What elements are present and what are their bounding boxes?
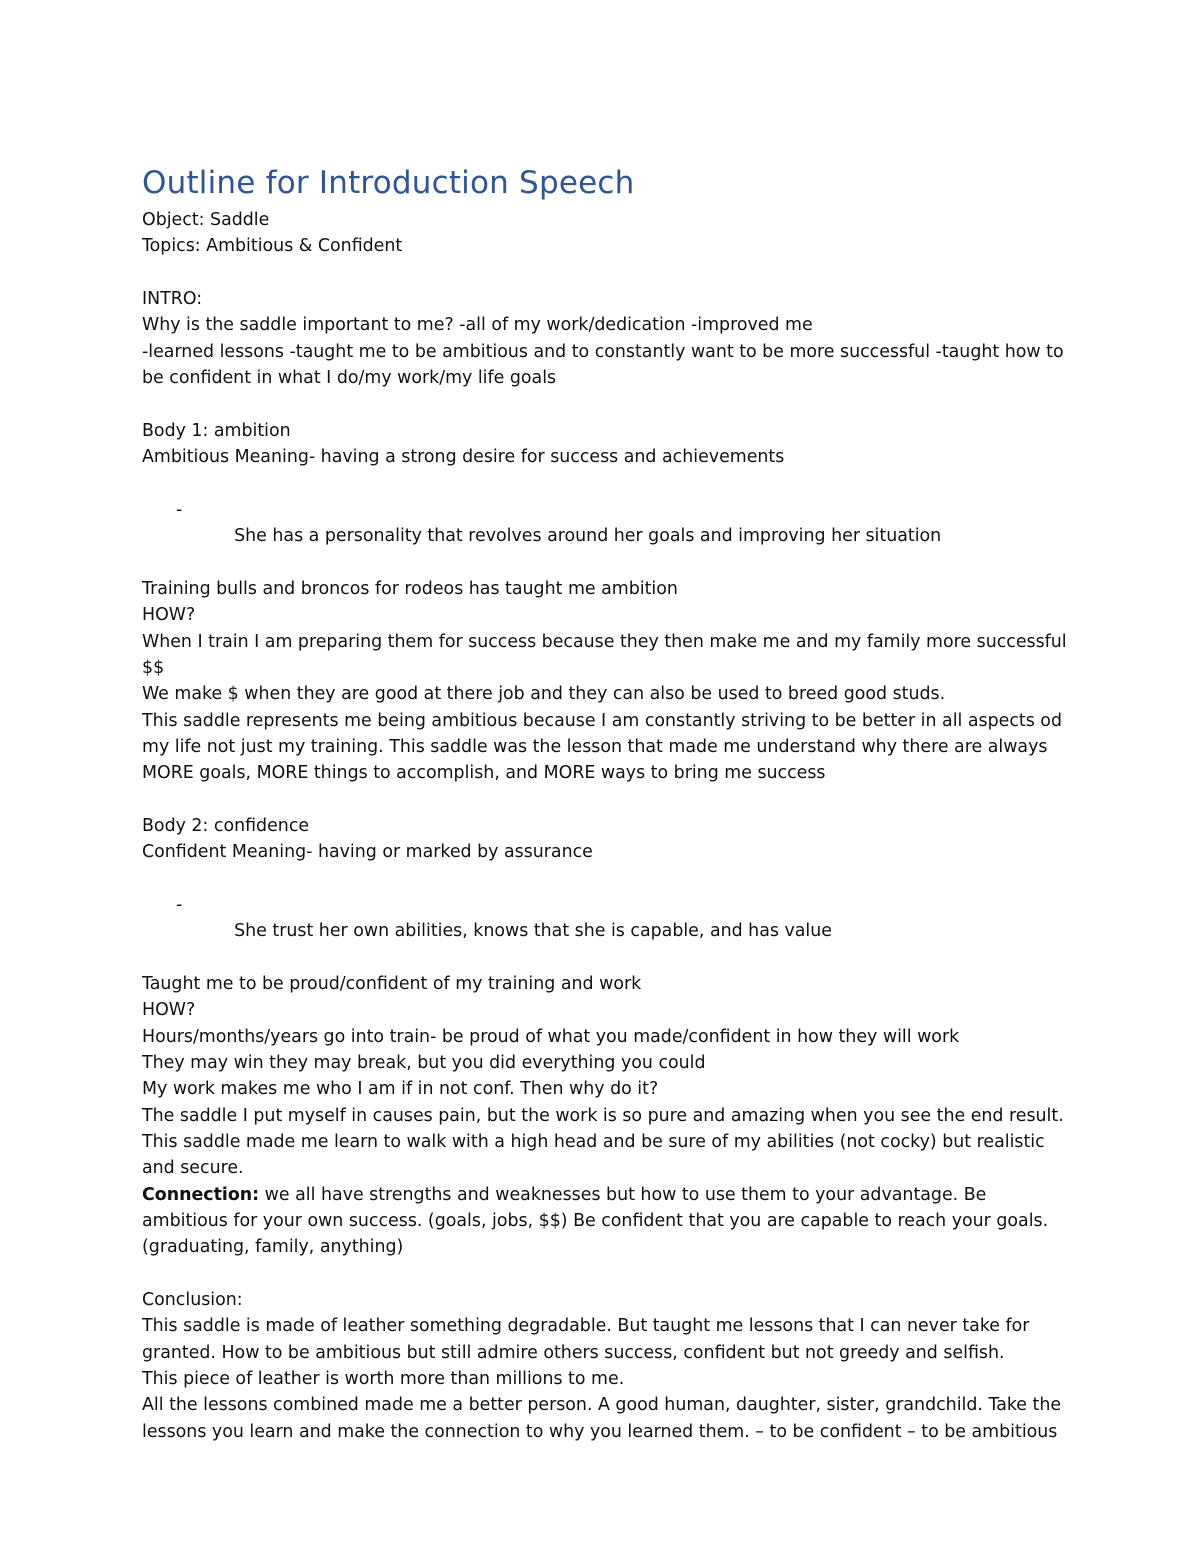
topics-line: Topics: Ambitious & Confident: [142, 236, 403, 257]
object-line: Object: Saddle: [142, 210, 270, 230]
connection-text: we all have strengths and weaknesses but how to use them to your advantage. Be ambitious for your own success. (goals, jobs, $$) Be confident that you are capable to reach your goals. (graduating, family, anything): [142, 1184, 1054, 1258]
body2-line: My work makes me who I am if in not conf. Then why do it?: [142, 1079, 659, 1100]
conclusion-line: All the lessons combined made me a better person. A good human, daughter, sister, grandchild. Take the lessons you learn and make the connection to why you learned them. – to be confident – to be ambitious: [142, 1395, 1067, 1442]
body1-line: When I train I am preparing them for success because they then make me and my family more successful $$: [142, 631, 1073, 678]
body1-bullet: [142, 470, 1072, 575]
body2-meaning: Confident Meaning- having or marked by assurance: [142, 842, 593, 863]
document-title: Outline for Introduction Speech: [142, 165, 635, 201]
bullet-dash: -: [176, 894, 183, 915]
body2-heading: Body 2: confidence: [142, 815, 310, 836]
body1-how: HOW?: [142, 605, 196, 626]
body2-line: This saddle made me learn to walk with a high head and be sure of my abilities (not cocky) but realistic and secure.: [142, 1132, 1051, 1179]
intro-heading: INTRO:: [142, 289, 203, 310]
bullet-text: She has a personality that revolves around her goals and improving her situation: [234, 526, 942, 547]
intro-paragraph: Why is the saddle important to me? -all of my work/dedication -improved me: [142, 315, 813, 336]
spacer: [142, 1261, 1072, 1287]
conclusion-line: This saddle is made of leather something degradable. But taught me lessons that I can never take for granted. How to be ambitious but still admire others success, confident but not greedy and selfish.: [142, 1316, 1035, 1363]
spacer: [142, 260, 1072, 286]
body2-connection: [142, 1182, 1072, 1261]
intro-paragraph: -learned lessons -taught me to be ambitious and to constantly want to be more successful -taught how to be confident in what I do/my work/my life goals: [142, 341, 1070, 389]
body2-line: Hours/months/years go into train- be proud of what you made/confident in how they will work: [142, 1026, 960, 1047]
document-page: [142, 163, 1072, 1445]
body1-line: We make $ when they are good at there job and they can also be used to breed good studs.: [142, 684, 946, 705]
body2-line: Taught me to be proud/confident of my training and work: [142, 973, 642, 994]
body1-heading: Body 1: ambition: [142, 420, 291, 441]
body2-how: HOW?: [142, 1000, 196, 1021]
body2-line: The saddle I put myself in causes pain, but the work is so pure and amazing when you see the end result.: [142, 1105, 1064, 1126]
spacer: [142, 391, 1072, 417]
spacer: [142, 787, 1072, 813]
body1-meaning: Ambitious Meaning- having a strong desire for success and achievements: [142, 447, 785, 468]
body1-line: This saddle represents me being ambitious because I am constantly striving to be better in all aspects od my life not just my training. This saddle was the lesson that made me understand why there are always MORE goals, MORE things to accomplish, and MORE ways to bring me success: [142, 710, 1068, 784]
connection-label: Connection:: [142, 1184, 260, 1205]
body2-line: They may win they may break, but you did everything you could: [142, 1053, 706, 1073]
conclusion-heading: Conclusion:: [142, 1290, 243, 1311]
bullet-text: She trust her own abilities, knows that she is capable, and has value: [234, 921, 832, 942]
body1-line: Training bulls and broncos for rodeos has taught me ambition: [142, 578, 678, 599]
bullet-dash: -: [176, 499, 183, 520]
body2-bullet: [142, 866, 1072, 971]
conclusion-line: This piece of leather is worth more than millions to me.: [142, 1369, 625, 1390]
